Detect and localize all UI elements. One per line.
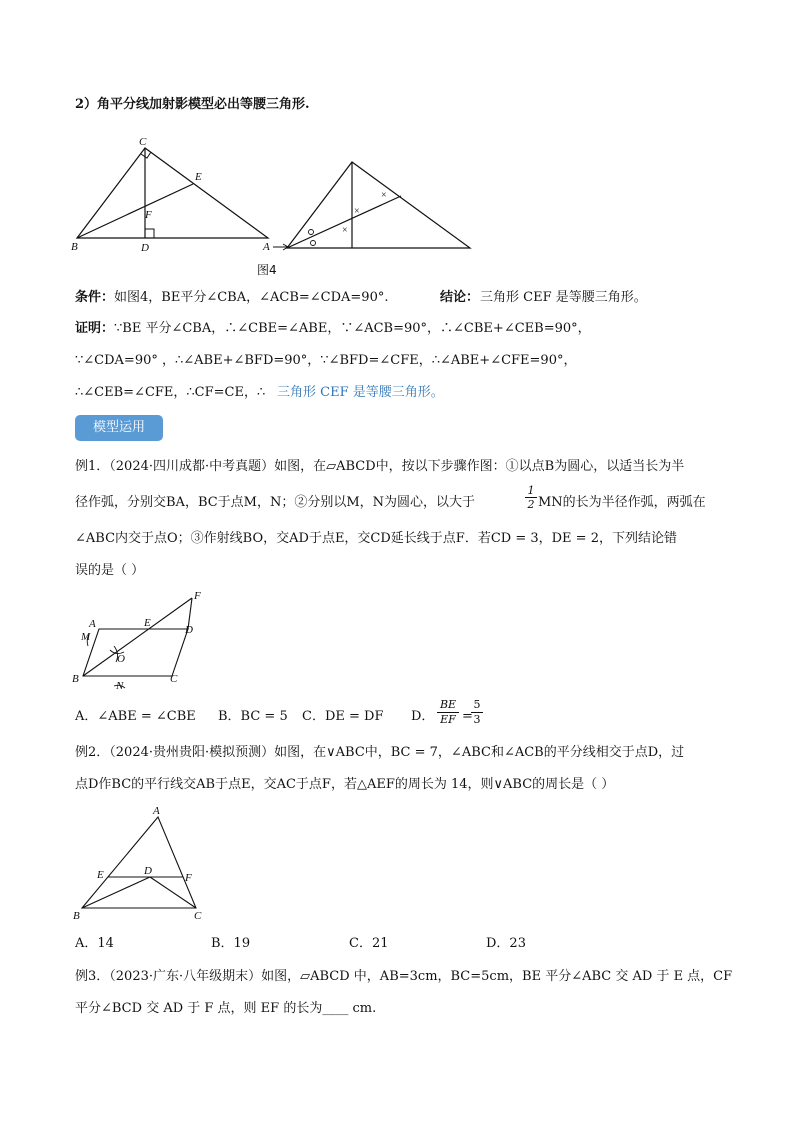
fig4-label-C: C bbox=[139, 136, 147, 148]
proof-line-3a: ∴∠CEB=∠CFE，∴CF=CE，∴ bbox=[75, 385, 266, 400]
ex1-label-D: D bbox=[185, 624, 193, 636]
example1-option-c[interactable]: C．DE = DF bbox=[302, 709, 384, 724]
example2-line-2: 点D作BC的平行线交AB于点E，交AC于点F，若△AEF的周长为 14，则∨ABC的周长是（ ） bbox=[75, 777, 615, 792]
option-d-numerator: BE bbox=[437, 698, 459, 713]
example1-option-d[interactable]: D． bbox=[411, 709, 435, 724]
example3-line-2: 平分∠BCD 交 AD 于 F 点，则 EF 的长为____ cm. bbox=[75, 1001, 377, 1016]
option-d-denominator: EF bbox=[440, 713, 456, 726]
fig4-label-B: B bbox=[71, 241, 78, 253]
option-d-fraction-right bbox=[471, 698, 483, 727]
ex1-label-C: C bbox=[170, 673, 178, 685]
ex2-label-B: B bbox=[73, 910, 80, 922]
ex1-label-B: B bbox=[72, 673, 79, 685]
example1-parallelogram-figure bbox=[70, 588, 220, 694]
ex2-label-F: F bbox=[185, 872, 192, 884]
example2-triangle-figure bbox=[70, 802, 210, 922]
ex1-label-A: A bbox=[89, 618, 96, 630]
figure-4-caption: 图4 bbox=[257, 263, 277, 277]
ex2-label-E: E bbox=[97, 869, 104, 881]
fig4-label-F: F bbox=[145, 209, 152, 221]
option-d-equals: = bbox=[462, 709, 473, 724]
fig4-label-D: D bbox=[141, 242, 149, 254]
example2-option-d[interactable]: D．23 bbox=[486, 936, 526, 951]
example2-option-a[interactable]: A．14 bbox=[75, 936, 114, 951]
option-d-value-numerator: 5 bbox=[471, 698, 483, 713]
example1-line-1: 例1．（2024·四川成都·中考真题）如图，在▱ABCD中，按以下步骤作图：①以点B为圆心，以适当长为半 bbox=[75, 459, 685, 474]
option-d-value-denominator: 3 bbox=[473, 713, 481, 726]
ex1-label-N: N bbox=[116, 680, 124, 692]
ex2-label-C: C bbox=[194, 910, 202, 922]
proof-line-1: ∵BE 平分∠CBA，∴∠CBE=∠ABE，∵∠ACB=90°，∴∠CBE+∠CEB=90°， bbox=[114, 321, 591, 336]
model-application-badge: 模型运用 bbox=[75, 415, 163, 441]
condition-text: 如图4，BE平分∠CBA，∠ACB=∠CDA=90°. bbox=[114, 290, 389, 305]
conclusion-text: 三角形 CEF 是等腰三角形。 bbox=[480, 290, 647, 305]
proof-line-2: ∵∠CDA=90° ，∴∠ABE+∠BFD=90°，∵∠BFD=∠CFE，∴∠ABE+∠CFE=90°， bbox=[75, 353, 577, 368]
fig4-label-E: E bbox=[195, 171, 202, 183]
ex1-label-E: E bbox=[144, 617, 151, 629]
section-heading: 2）角平分线加射影模型必出等腰三角形. bbox=[75, 97, 310, 112]
example1-option-a[interactable]: A．∠ABE = ∠CBE bbox=[75, 709, 196, 724]
proof-line-3b: 三角形 CEF 是等腰三角形。 bbox=[277, 385, 444, 400]
ex1-label-F: F bbox=[194, 590, 201, 602]
example2-option-c[interactable]: C．21 bbox=[349, 936, 389, 951]
example1-fraction bbox=[525, 484, 537, 511]
fraction-denominator: 2 bbox=[527, 498, 535, 511]
example2-line-1: 例2．（2024·贵州贵阳·模拟预测）如图，在∨ABC中，BC = 7，∠ABC和∠ACB的平分线相交于点D，过 bbox=[75, 745, 685, 760]
option-d-fraction-left bbox=[437, 698, 459, 727]
ex2-label-D: D bbox=[144, 865, 152, 877]
svg-text:×: × bbox=[354, 206, 360, 217]
ex1-label-O: O bbox=[117, 653, 125, 665]
example3-line-1: 例3．（2023·广东·八年级期末）如图，▱ABCD 中，AB=3cm，BC=5cm，BE 平分∠ABC 交 AD 于 E 点，CF bbox=[75, 969, 733, 984]
svg-text:×: × bbox=[342, 225, 348, 236]
example2-option-b[interactable]: B．19 bbox=[211, 936, 251, 951]
figure-4-left-triangle bbox=[65, 130, 285, 255]
fraction-numerator: 1 bbox=[525, 484, 537, 498]
example1-line-4: 误的是（ ） bbox=[75, 563, 145, 578]
figure-4-right-triangle bbox=[285, 158, 475, 252]
example1-line-3: ∠ABC内交于点O；③作射线BO，交AD于点E，交CD延长线于点F．若CD = 3，DE = 2，下列结论错 bbox=[75, 531, 677, 546]
proof-label: 证明： bbox=[75, 321, 115, 336]
example1-option-b[interactable]: B．BC = 5 bbox=[218, 709, 288, 724]
svg-text:×: × bbox=[381, 190, 387, 201]
ex1-label-M: M bbox=[81, 631, 91, 643]
example1-line-2-tail: MN的长为半径作弧，两弧在 bbox=[538, 495, 706, 510]
ex2-label-A: A bbox=[153, 805, 160, 817]
example1-line-2: 径作弧，分别交BA，BC于点M，N；②分别以M，N为圆心，以大于 bbox=[75, 495, 476, 510]
fig4-label-A: A bbox=[263, 241, 270, 253]
condition-label: 条件： bbox=[75, 290, 115, 305]
conclusion-label: 结论： bbox=[440, 290, 480, 305]
